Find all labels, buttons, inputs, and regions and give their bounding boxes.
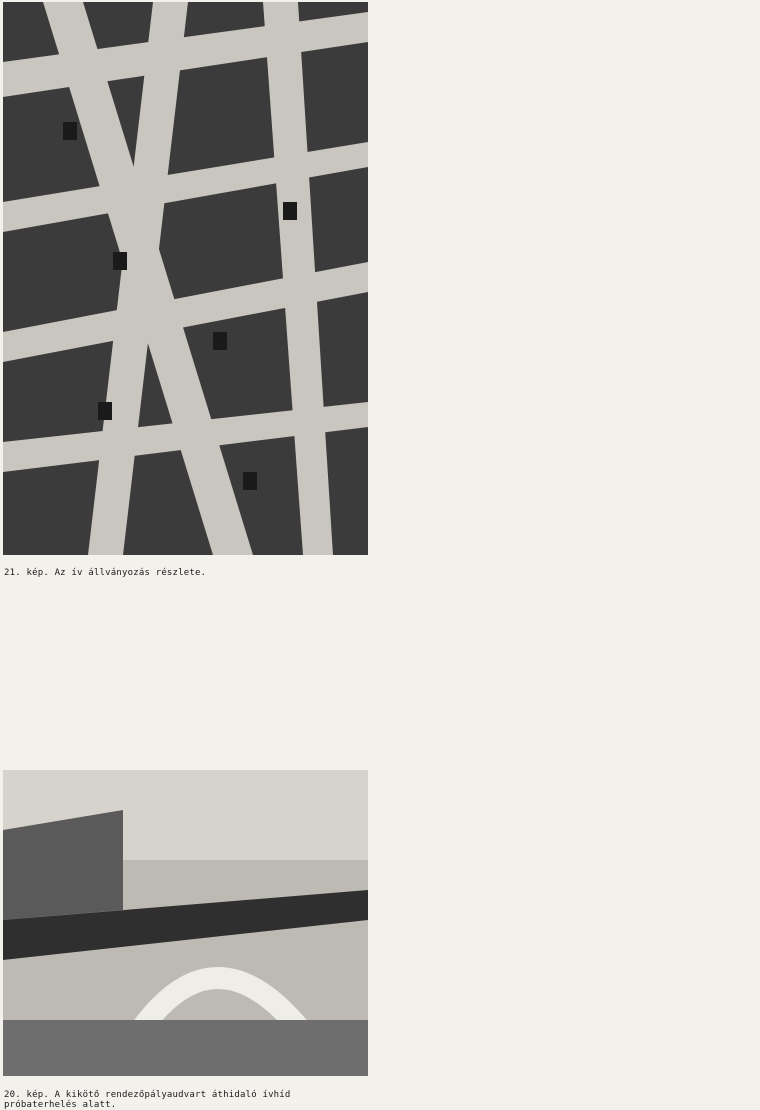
left-column-text bbox=[3, 598, 367, 748]
scaffolding-photo bbox=[3, 2, 368, 555]
figure-20-caption: 20. kép. A kikötő rendezőpályaudvart áthidaló ívhíd próbaterhelés alatt. bbox=[4, 1090, 291, 1110]
arch-bridge-photo bbox=[3, 770, 368, 1076]
right-column-text bbox=[380, 4, 756, 1109]
figure-21-caption: 21. kép. Az ív állványozás részlete. bbox=[4, 568, 207, 578]
